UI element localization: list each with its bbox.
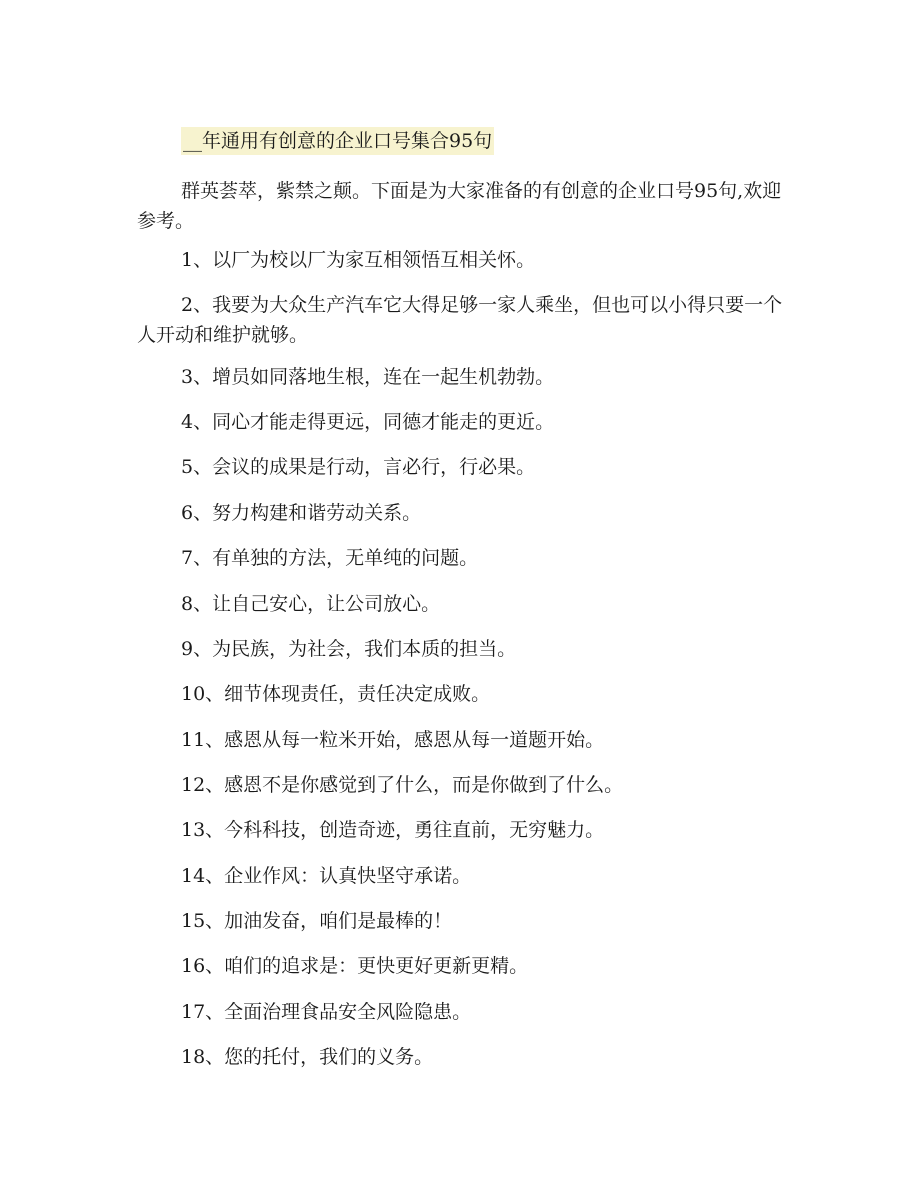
list-item: 8、让自己安心，让公司放心。 bbox=[181, 593, 441, 615]
list-item: 4、同心才能走得更远，同德才能走的更近。 bbox=[181, 411, 555, 433]
list-item: 17、全面治理食品安全风险隐患。 bbox=[181, 1001, 472, 1023]
list-item: 11、感恩从每一粒米开始，感恩从每一道题开始。 bbox=[181, 729, 605, 751]
intro-paragraph: 群英荟萃，紫禁之颠。下面是为大家准备的有创意的企业口号95句,欢迎参考。 bbox=[137, 180, 782, 232]
list-item: 3、增员如同落地生根，连在一起生机勃勃。 bbox=[181, 366, 555, 388]
list-item: 15、加油发奋，咱们是最棒的！ bbox=[181, 910, 453, 932]
list-item: 1、以厂为校以厂为家互相领悟互相关怀。 bbox=[181, 249, 536, 271]
list-item: 13、今科科技，创造奇迹，勇往直前，无穷魅力。 bbox=[181, 819, 605, 841]
list-item: 2、我要为大众生产汽车它大得足够一家人乘坐，但也可以小得只要一个人开动和维护就够。 bbox=[137, 294, 783, 346]
list-item: 12、感恩不是你感觉到了什么，而是你做到了什么。 bbox=[181, 774, 624, 796]
document-title: __年通用有创意的企业口号集合95句 bbox=[181, 127, 494, 155]
list-item: 14、企业作风：认真快坚守承诺。 bbox=[181, 865, 472, 887]
list-item: 5、会议的成果是行动，言必行，行必果。 bbox=[181, 456, 536, 478]
list-item: 18、您的托付，我们的义务。 bbox=[181, 1046, 434, 1068]
list-item: 9、为民族，为社会，我们本质的担当。 bbox=[181, 638, 517, 660]
list-item: 16、咱们的追求是：更快更好更新更精。 bbox=[181, 955, 529, 977]
list-item: 6、努力构建和谐劳动关系。 bbox=[181, 502, 422, 524]
list-item: 7、有单独的方法，无单纯的问题。 bbox=[181, 547, 479, 569]
list-item: 10、细节体现责任，责任决定成败。 bbox=[181, 683, 491, 705]
